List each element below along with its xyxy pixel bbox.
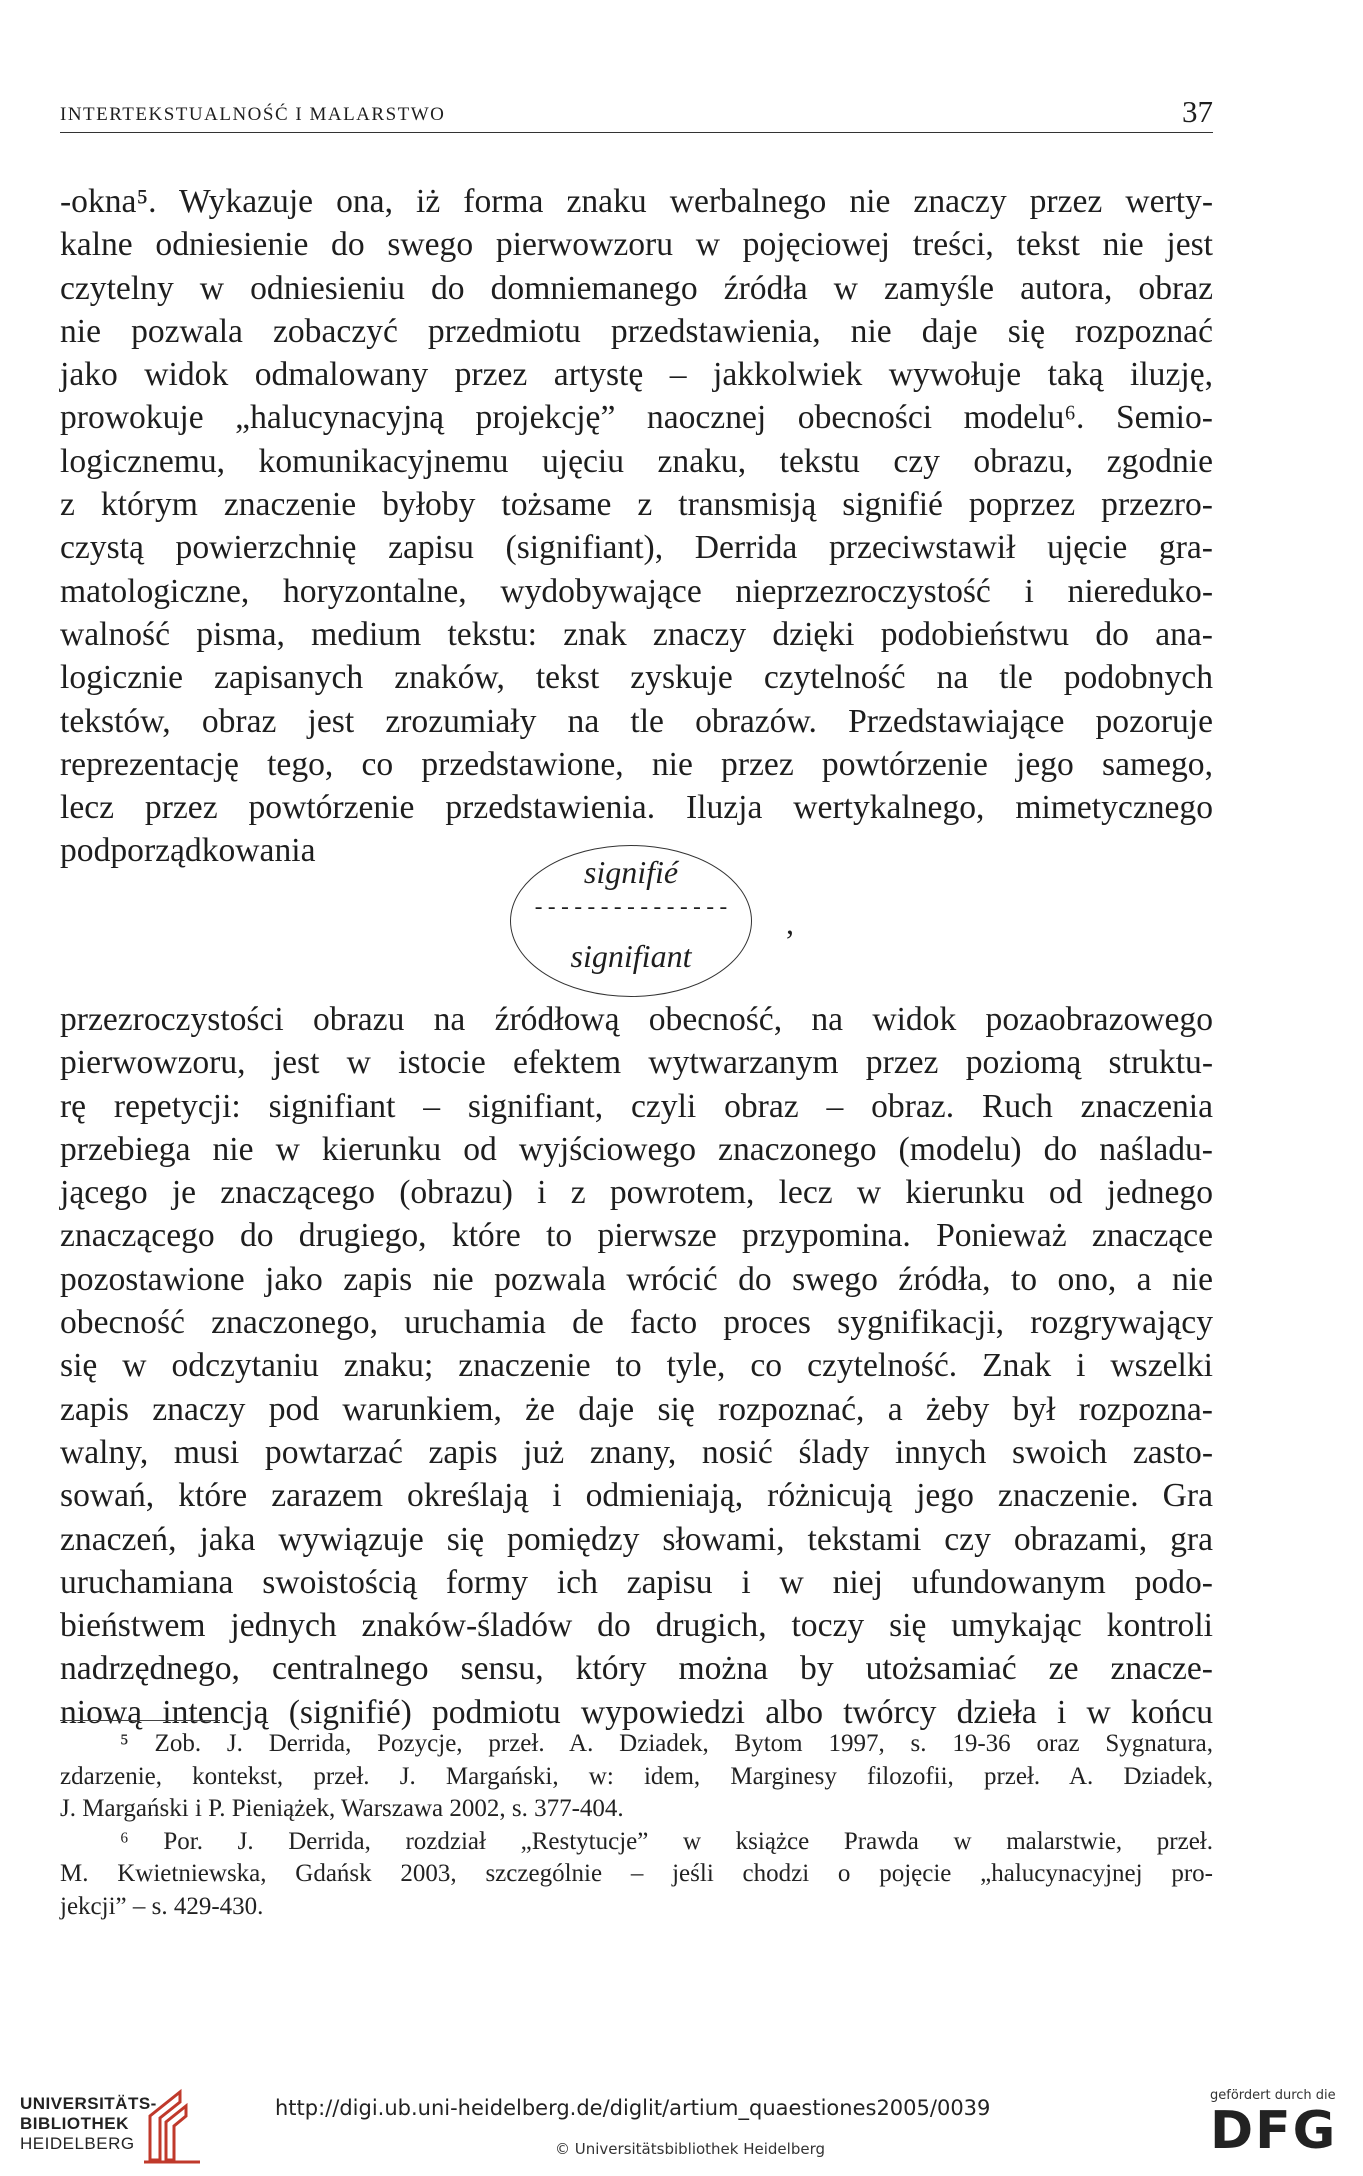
text-line: lecz przez powtórzenie przedstawienia. Iluzja wertykalnego, mimetycznego [60,789,1213,827]
text-line: niową intencją (signifié) podmiotu wypowiedzi albo twórcy dzieła i w końcu [60,1693,1213,1731]
text-line: prowokuje „halucynacyjną projekcję” naocznej obecności modelu⁶. Semio- [60,399,1213,437]
library-emblem-icon [140,2086,210,2166]
text-line: kalne odniesienie do swego pierwowzoru w pojęciowej treści, tekst nie jest [60,226,1213,264]
oval-trailing-comma: , [786,905,794,941]
permalink-url[interactable]: http://digi.ub.uni-heidelberg.de/diglit/artium_quaestiones2005/0039 [275,2096,991,2120]
text-line: znaczącego do drugiego, które to pierwsze przypomina. Ponieważ znaczące [60,1217,1213,1255]
footnote-6-line: ⁶ Por. J. Derrida, rozdział „Restytucje” w książce Prawda w malarstwie, przeł. [120,1827,1213,1855]
text-line: z którym znaczenie byłoby tożsame z transmisją signifié poprzez przezro- [60,486,1213,524]
library-name-line: BIBLIOTHEK [20,2114,129,2133]
text-line: tekstów, obraz jest zrozumiały na tle obrazów. Przedstawiające pozoruje [60,702,1213,740]
text-line: logicznie zapisanych znaków, tekst zyskuje czytelność na tle podobnych [60,659,1213,697]
signifie-signifiant-oval-diagram [510,845,752,997]
text-line: walny, musi powtarzać zapis już znany, nosić ślady innych swoich zasto- [60,1433,1213,1471]
oval-divider: --------------- [531,896,731,921]
text-line: bieństwem jednych znaków-śladów do drugich, toczy się umykając kontroli [60,1607,1213,1645]
oval-signifiant-label: signifiant [570,938,692,974]
text-line: jącego je znaczącego (obrazu) i z powrotem, lecz w kierunku od jednego [60,1174,1213,1212]
text-line: przebiega nie w kierunku od wyjściowego znaczonego (modelu) do naśladu- [60,1130,1213,1168]
library-name-line: UNIVERSITÄTS- [20,2094,157,2113]
text-line: pozostawione jako zapis nie pozwala wrócić do swego źródła, to ono, a nie [60,1260,1213,1298]
text-line: jako widok odmalowany przez artystę – jakkolwiek wywołuje taką iluzję, [60,356,1213,394]
page-number: 37 [1182,94,1213,129]
text-line: walność pisma, medium tekstu: znak znaczy dzięki podobieństwu do ana- [60,615,1213,653]
running-head-title: INTERTEKSTUALNOŚĆ I MALARSTWO [60,104,446,125]
text-line: przezroczystości obrazu na źródłową obecność, na widok pozaobrazowego [60,1001,1213,1038]
text-line: czystą powierzchnię zapisu (signifiant), Derrida przeciwstawił ujęcie gra- [60,529,1213,567]
text-line: zapis znaczy pod warunkiem, że daje się rozpoznać, a żeby był rozpozna- [60,1390,1213,1428]
paragraph-2 [60,998,1213,1734]
text-line: -okna⁵. Wykazuje ona, iż forma znaku werbalnego nie znaczy przez werty- [60,183,1213,220]
text-line: pierwowzoru, jest w istocie efektem wytwarzanym przez poziomą struktu- [60,1044,1213,1082]
text-line: się w odczytaniu znaku; znaczenie to tyle, co czytelność. Znak i wszelki [60,1347,1213,1385]
footnote-5-line: zdarzenie, kontekst, przeł. J. Margański, w: idem, Marginesy filozofii, przeł. A. Dziadek, [60,1762,1213,1790]
copyright-notice: © Universitätsbibliothek Heidelberg [555,2140,826,2158]
text-line: matologiczne, horyzontalne, wydobywające nieprzezroczystość i niereduko- [60,572,1213,610]
text-line: uruchamiana swoistością formy ich zapisu i w niej ufundowanym podo- [60,1563,1213,1601]
text-line: obecność znaczonego, uruchamia de facto proces sygnifikacji, rozgrywający [60,1304,1213,1342]
library-name [20,2094,157,2154]
text-line: znaczeń, jaka wywiązuje się pomiędzy słowami, tekstami czy obrazami, gra [60,1520,1213,1558]
text-line: czytelny w odniesieniu do domniemanego źródła w zamyśle autora, obraz [60,269,1213,307]
text-line: reprezentację tego, co przedstawione, nie przez powtórzenie jego samego, [60,745,1213,783]
paragraph-1 [60,180,1213,873]
footnote-5-line: ⁵ Zob. J. Derrida, Pozycje, przeł. A. Dziadek, Bytom 1997, s. 19-36 oraz Sygnatura, [120,1730,1213,1757]
text-line: nadrzędnego, centralnego sensu, który można by utożsamiać ze znacze- [60,1650,1213,1688]
text-line: podporządkowania [60,832,316,870]
footnotes [60,1728,1213,1923]
dfg-funded-label: gefördert durch die [1210,2088,1336,2103]
footnote-5-line: J. Margański i P. Pieniążek, Warszawa 2002, s. 377-404. [60,1795,624,1822]
library-name-line: HEIDELBERG [20,2134,135,2153]
text-line: logicznemu, komunikacyjnemu ujęciu znaku, tekstu czy obrazu, zgodnie [60,442,1213,480]
text-line: sowań, które zarazem określają i odmieniają, różnicują jego znaczenie. Gra [60,1477,1213,1515]
running-header [60,92,1213,133]
text-line: nie pozwala zobaczyć przedmiotu przedstawienia, nie daje się rozpoznać [60,312,1213,350]
dfg-funding-block [1210,2088,1350,2159]
footnote-6-line: jekcji” – s. 429-430. [60,1892,264,1920]
dfg-logo: DFG [1210,2101,1338,2161]
footnote-divider [60,1720,220,1721]
text-line: rę repetycji: signifiant – signifiant, czyli obraz – obraz. Ruch znaczenia [60,1087,1213,1125]
oval-signifie-label: signifié [583,854,679,890]
digitization-banner [0,2068,1363,2176]
footnote-6-line: M. Kwietniewska, Gdańsk 2003, szczególnie – jeśli chodzi o pojęcie „halucynacyjnej pro- [60,1860,1213,1887]
